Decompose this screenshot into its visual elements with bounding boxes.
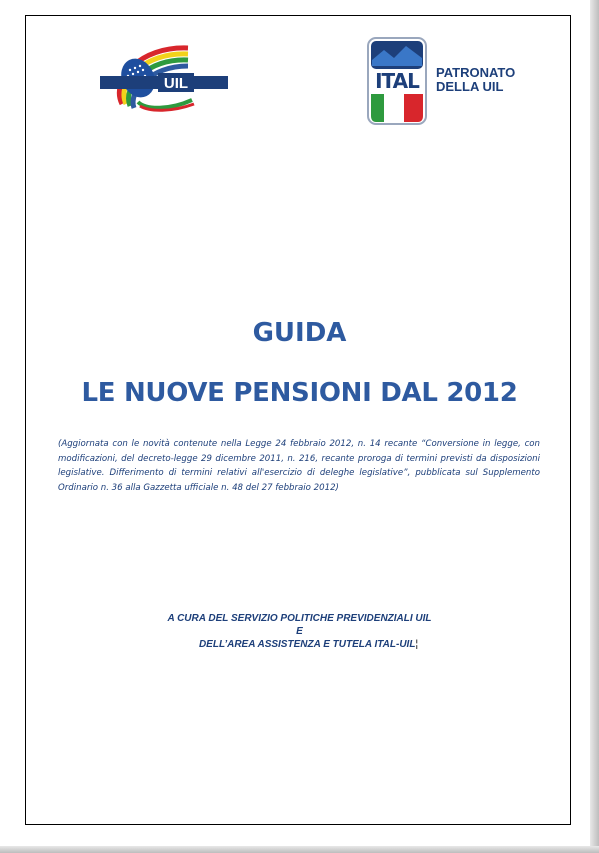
credits-line-1: A CURA DEL SERVIZIO POLITICHE PREVIDENZIALI UIL [167, 613, 432, 624]
update-note: (Aggiornata con le novità contenute nella Legge 24 febbraio 2012, n. 14 recante “Conversione in legge, con modificazioni, del decreto-legge 29 dicembre 2011, n. 216, recante proroga di termini previsti da disposizioni legislative. Differimento di termini relativi all'esercizio di deleghe legislative”, pubblicata sul Supplemento Ordinario n. 36 alla Gazzetta ufficiale n. 48 del 27 febbraio 2012) [58, 439, 540, 493]
patronato-line-2: DELLA UIL [436, 79, 504, 94]
patronato-label [436, 66, 515, 94]
document-subtitle: LE NUOVE PENSIONI DAL 2012 [81, 378, 518, 408]
uil-logo-text: UIL [163, 75, 189, 92]
credits-line-2: E [296, 626, 303, 637]
document-title: GUIDA [252, 318, 347, 348]
text-cursor-icon: ¦ [415, 639, 419, 650]
credits-block [0, 612, 599, 651]
ital-logo-text: ITAL [375, 69, 419, 93]
patronato-line-1: PATRONATO [436, 65, 516, 80]
page-frame [25, 15, 571, 825]
page-shadow-right [590, 0, 599, 853]
credits-line-3: DELL’AREA ASSISTENZA E TUTELA ITAL-UIL [198, 639, 416, 650]
uil-logo [100, 40, 228, 112]
page-shadow-bottom [0, 846, 599, 853]
ital-logo [366, 36, 428, 126]
